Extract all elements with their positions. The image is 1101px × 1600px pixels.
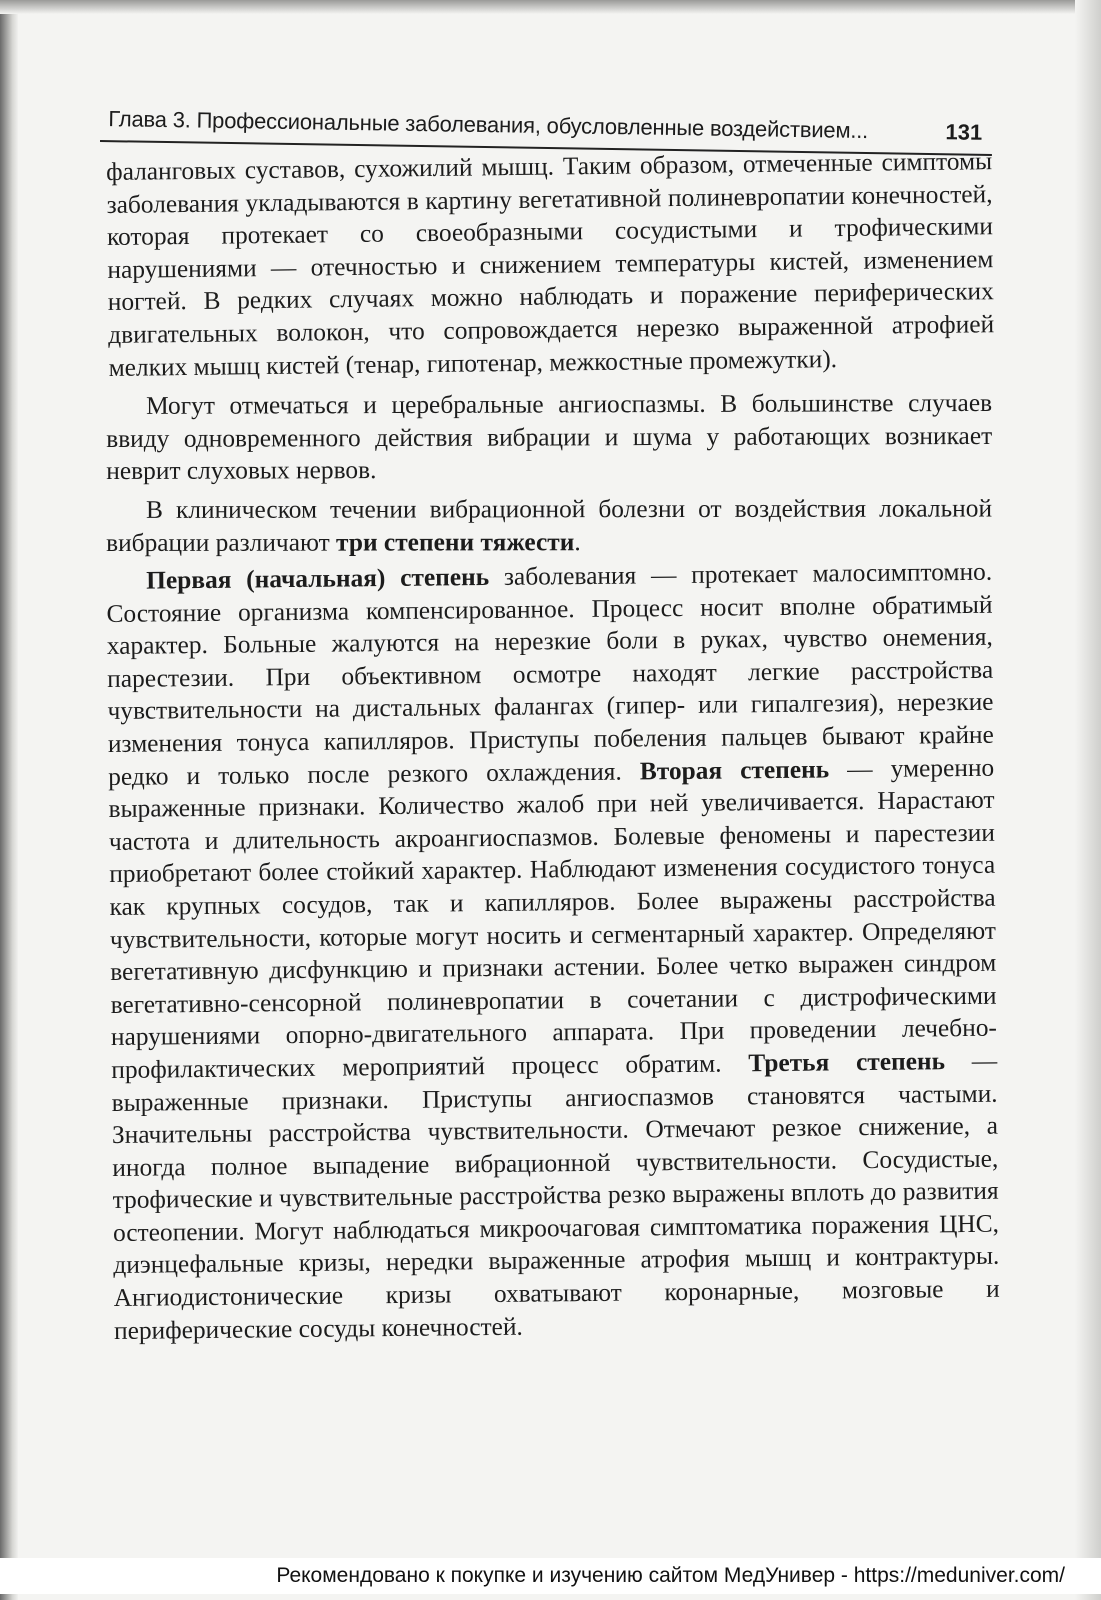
paragraph [106,556,1000,1347]
paragraph-text: — умеренно выраженные признаки. Количество жалоб при ней увеличивается. Нарастают частота и длительность акроангиоспазмов. Болевые феномены и парестезии приобретают более стойкий характер. Наблюдают изменения сосудистого тонуса как крупных сосудов, так и капилляров. Более выражены расстройства чувствительности, которые могут носить и сегментарный характер. Определяют вегетативную дисфункцию и признаки астении. Более четко выражен синдром вегетативно-сенсорной полиневропатии в сочетании с дистрофическими нарушениями опорно-двигательного аппарата. При проведении лечебно-профилактических мероприятий процесс обратим. [108,753,998,1085]
page-spine-shadow [0,0,18,1600]
bold-term: Первая (начальная) степень [146,563,490,595]
chapter-title: Глава 3. Профессиональные заболевания, обусловленные воздействием... [108,106,869,144]
paragraph: Могут отмечаться и церебральные ангиоспазмы. В большинстве случаев ввиду одновременного действия вибрации и шума у работающих возникает неврит слуховых нервов. [106,389,993,486]
bold-term: Третья степень [748,1047,946,1078]
bold-term: Вторая степень [639,755,830,786]
paragraph-text: . [574,527,581,556]
watermark-footer: Рекомендовано к покупке и изучению сайтом МедУнивер - https://meduniver.com/ [0,1558,1101,1594]
bold-term: три степени тяжести [336,527,575,557]
paragraph [106,492,992,559]
paragraph: фаланговых суставов, сухожилий мышц. Таким образом, отмеченные симптомы заболевания укладываются в картину вегетативной полиневропатии конечностей, которая протекает со своеобразными сосудистыми и трофическими нарушениями — отечностью и снижением температуры кистей, изменением ногтей. В редких случаях можно наблюдать и поражение периферических двигательных волокон, что сопровождается нерезко выраженной атрофией мелких мышц кистей (тенар, гипотенар, межкостные промежутки). [106,147,995,382]
paragraph-text: — выраженные признаки. Приступы ангиоспазмов становятся частыми. Значительны расстройства чувствительности. Отмечают резкое снижение, а иногда полное выпадение вибрационной чувствительности. Сосудистые, трофические и чувствительные расстройства резко выражены вплоть до развития остеопении. Могут наблюдаться микроочаговая симптоматика поражения ЦНС, диэнцефальные кризы, нередки выраженные атрофия мышц и контрактуры. Ангиодистонические кризы охватывают коронарные, мозговые и периферические сосуды конечностей. [111,1046,1000,1345]
page-right-shadow [1075,0,1101,1600]
book-page [100,100,1000,1353]
paragraph-text: заболевания — протекает малосимптомно. Состояние организма компенсированное. Процесс носит вполне обратимый характер. Больные жалуются на нерезкие боли в руках, чувство онемения, парестезии. При объективном осмотре находят легкие расстройства чувствительности на дистальных фалангах (гипер- или гипалгезия), нерезкие изменения тонуса капилляров. Приступы побеления пальцев бывают крайне редко и только после резкого охлаждения. [106,557,994,791]
paragraph-text: В клиническом течении вибрационной болезни от воздействия локальной вибрации различают [106,494,993,557]
page-number: 131 [945,119,983,145]
body-text [100,147,1000,1347]
page-top-shadow [0,0,1101,14]
